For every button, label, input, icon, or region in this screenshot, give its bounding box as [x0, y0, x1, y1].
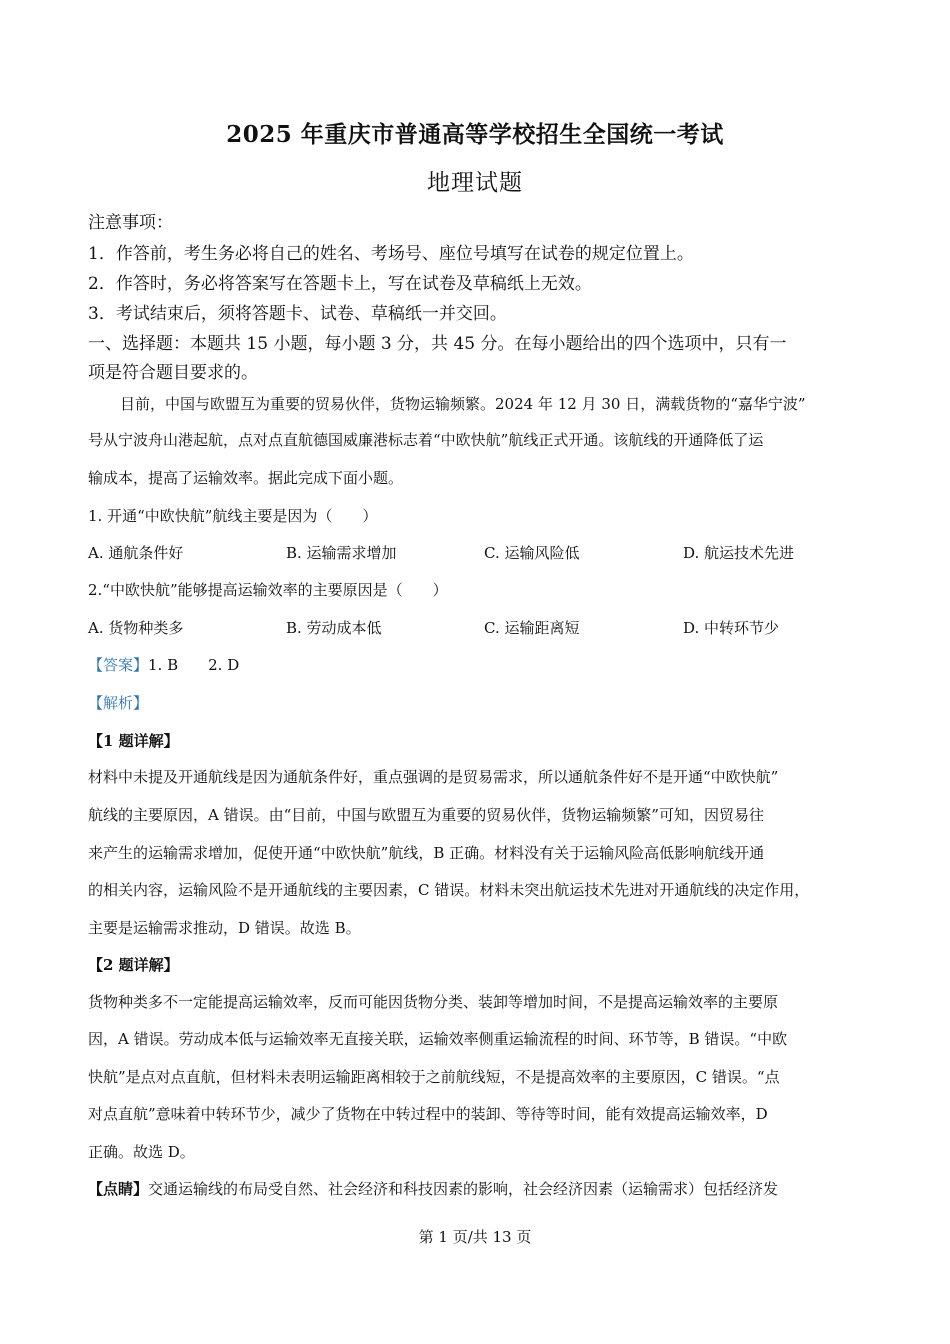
section-instructions-line-2: 项是符合题目要求的。 — [88, 363, 258, 383]
question-2-option-b: B. 劳动成本低 — [286, 619, 382, 637]
passage-line-2: 号从宁波舟山港起航，点对点直航德国威廉港标志着“中欧快航”航线正式开通。该航线的开通降低了运 — [88, 431, 764, 449]
notice-heading: 注意事项： — [88, 213, 173, 233]
q2-analysis-line-3: 快航”是点对点直航，但材料未表明运输距离相较于之前航线短，不是提高效率的主要原因，C 错误。“点 — [88, 1068, 780, 1086]
question-1-option-a: A. 通航条件好 — [88, 544, 184, 562]
q1-analysis-heading: 【1 题详解】 — [88, 732, 179, 750]
question-1-stem: 1. 开通“中欧快航”航线主要是因为（ ） — [88, 507, 378, 525]
analysis-label: 【解析】 — [88, 694, 149, 712]
question-2-option-c: C. 运输距离短 — [484, 619, 580, 637]
answer-line — [88, 654, 239, 675]
question-1-option-c: C. 运输风险低 — [484, 544, 580, 562]
comment-label: 【点睛】 — [88, 1180, 149, 1198]
notice-item-2: 2．作答时，务必将答案写在答题卡上，写在试卷及草稿纸上无效。 — [88, 274, 592, 294]
q2-analysis-line-4: 对点直航”意味着中转环节少，减少了货物在中转过程中的装卸、等待等时间，能有效提高运输效率，D — [88, 1105, 768, 1123]
q1-analysis-line-4: 的相关内容，运输风险不是开通航线的主要因素，C 错误。材料未突出航运技术先进对开通航线的决定作用， — [88, 881, 810, 899]
page-footer: 第 1 页/共 13 页 — [418, 1228, 532, 1246]
exam-subject: 地理试题 — [427, 170, 523, 196]
q1-analysis-line-1: 材料中未提及开通航线是因为通航条件好，重点强调的是贸易需求，所以通航条件好不是开通“中欧快航” — [88, 768, 779, 786]
q1-analysis-line-3: 来产生的运输需求增加，促使开通“中欧快航”航线，B 正确。材料没有关于运输风险高低影响航线开通 — [88, 844, 765, 862]
comment-line — [88, 1178, 778, 1199]
answer-label: 【答案】 — [88, 656, 149, 674]
question-2-option-d: D. 中转环节少 — [683, 619, 780, 637]
comment-text: 交通运输线的布局受自然、社会经济和科技因素的影响，社会经济因素（运输需求）包括经济发 — [148, 1180, 779, 1198]
q2-analysis-line-2: 因，A 错误。劳动成本低与运输效率无直接关联，运输效率侧重运输流程的时间、环节等，B 错误。“中欧 — [88, 1030, 788, 1048]
notice-item-3: 3．考试结束后，须将答题卡、试卷、草稿纸一并交回。 — [88, 304, 507, 324]
exam-title: 2025 年重庆市普通高等学校招生全国统一考试 — [226, 121, 724, 148]
question-2-option-a: A. 货物种类多 — [88, 619, 184, 637]
question-1-option-d: D. 航运技术先进 — [683, 544, 795, 562]
notice-item-1: 1．作答前，考生务必将自己的姓名、考场号、座位号填写在试卷的规定位置上。 — [88, 244, 694, 264]
passage-line-1: 目前，中国与欧盟互为重要的贸易伙伴，货物运输频繁。2024 年 12 月 30 日，满载货物的“嘉华宁波” — [120, 395, 806, 413]
answer-text: 1. B 2. D — [148, 656, 240, 674]
q2-analysis-line-1: 货物种类多不一定能提高运输效率，反而可能因货物分类、装卸等增加时间，不是提高运输效率的主要原 — [88, 993, 779, 1011]
q1-analysis-line-5: 主要是运输需求推动，D 错误。故选 B。 — [88, 919, 361, 937]
passage-line-3: 输成本，提高了运输效率。据此完成下面小题。 — [88, 469, 404, 487]
section-instructions-line-1: 一、选择题：本题共 15 小题，每小题 3 分，共 45 分。在每小题给出的四个选项中，只有一 — [88, 334, 787, 354]
q2-analysis-heading: 【2 题详解】 — [88, 956, 179, 974]
q2-analysis-line-5: 正确。故选 D。 — [88, 1143, 195, 1161]
q1-analysis-line-2: 航线的主要原因，A 错误。由“目前，中国与欧盟互为重要的贸易伙伴，货物运输频繁”可知，因贸易往 — [88, 806, 764, 824]
question-1-option-b: B. 运输需求增加 — [286, 544, 397, 562]
question-2-stem: 2.“中欧快航”能够提高运输效率的主要原因是（ ） — [88, 581, 448, 599]
